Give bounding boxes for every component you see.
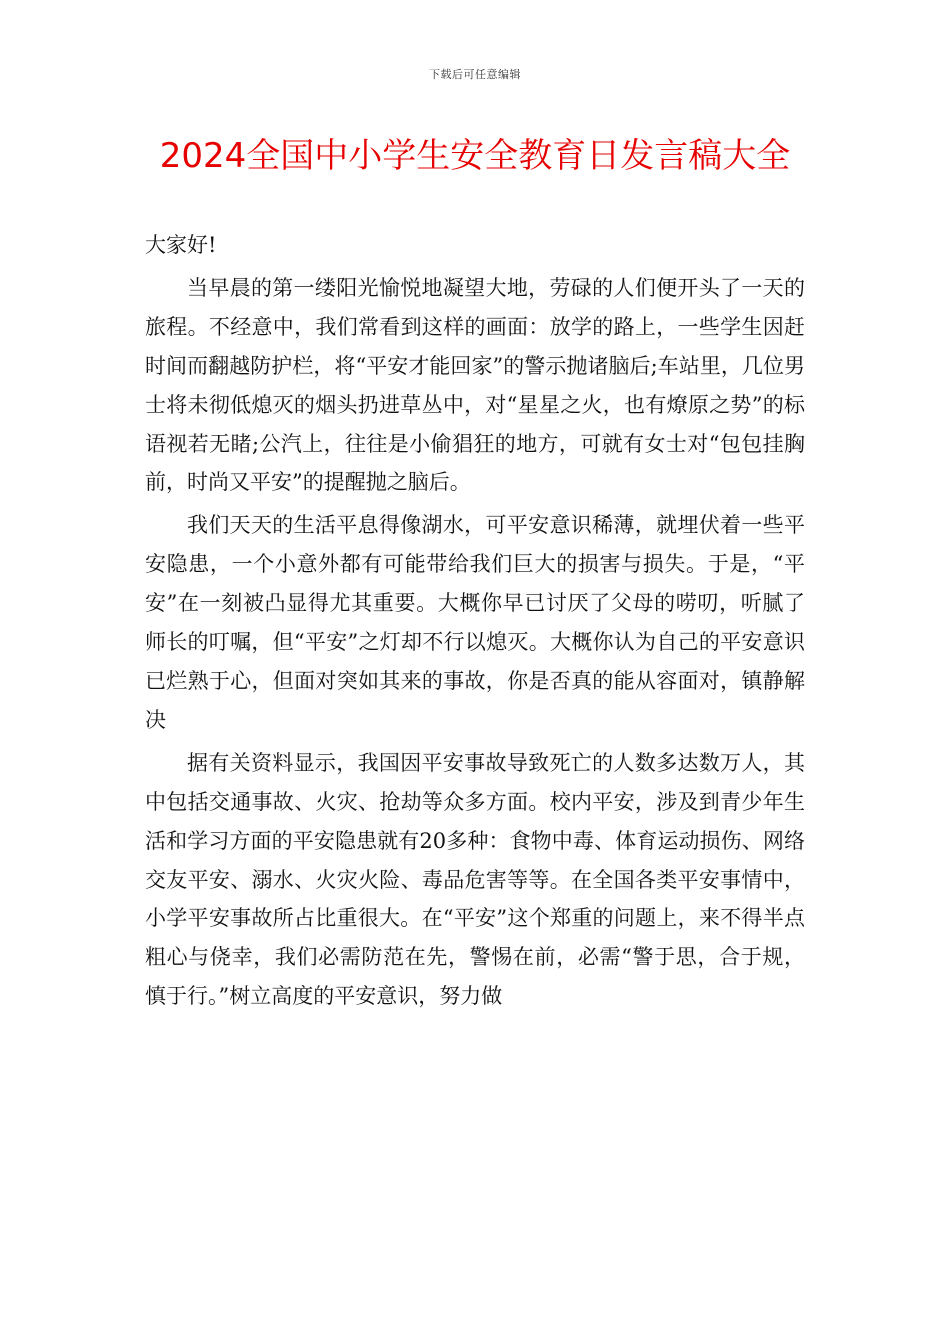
paragraph-3: 据有关资料显示，我国因平安事故导致死亡的人数多达数万人，其中包括交通事故、火灾、抢劫等众多方面。校内平安，涉及到青少年生活和学习方面的平安隐患就有20多种：食物中毒、体育运动损伤、网络交友平安、溺水、火灾火险、毒品危害等等。在全国各类平安事情中，小学平安事故所占比重很大。在“平安”这个郑重的问题上，来不得半点粗心与侥幸，我们必需防范在先，警惕在前，必需“警于思，合于规，慎于行。”树立高度的平安意识，努力做 [145, 750, 805, 1009]
document-body [145, 226, 805, 1020]
page-title: 2024全国中小学生安全教育日发言稿大全 [159, 136, 791, 176]
paragraph-1: 当早晨的第一缕阳光愉悦地凝望大地，劳碌的人们便开头了一天的旅程。不经意中，我们常看到这样的画面：放学的路上，一些学生因赶时间而翻越防护栏，将“平安才能回家”的警示抛诸脑后;车站里，几位男士将未彻低熄灭的烟头扔进草丛中，对“星星之火，也有燎原之势”的标语视若无睹;公汽上，往往是小偷猖狂的地方，可就有女士对“包包挂胸前，时尚又平安”的提醒抛之脑后。 [145, 275, 805, 495]
greeting: 大家好! [145, 233, 217, 257]
paragraph-2: 我们天天的生活平息得像湖水，可平安意识稀薄，就埋伏着一些平安隐患，一个小意外都有可能带给我们巨大的损害与损失。于是，“平安”在一刻被凸显得尤其重要。大概你早已讨厌了父母的唠叨，听腻了师长的叮嘱，但“平安”之灯却不行以熄灭。大概你认为自己的平安意识已烂熟于心，但面对突如其来的事故，你是否真的能从容面对，镇静解决 [145, 513, 805, 732]
header-note: 下载后可任意编辑 [429, 68, 521, 81]
